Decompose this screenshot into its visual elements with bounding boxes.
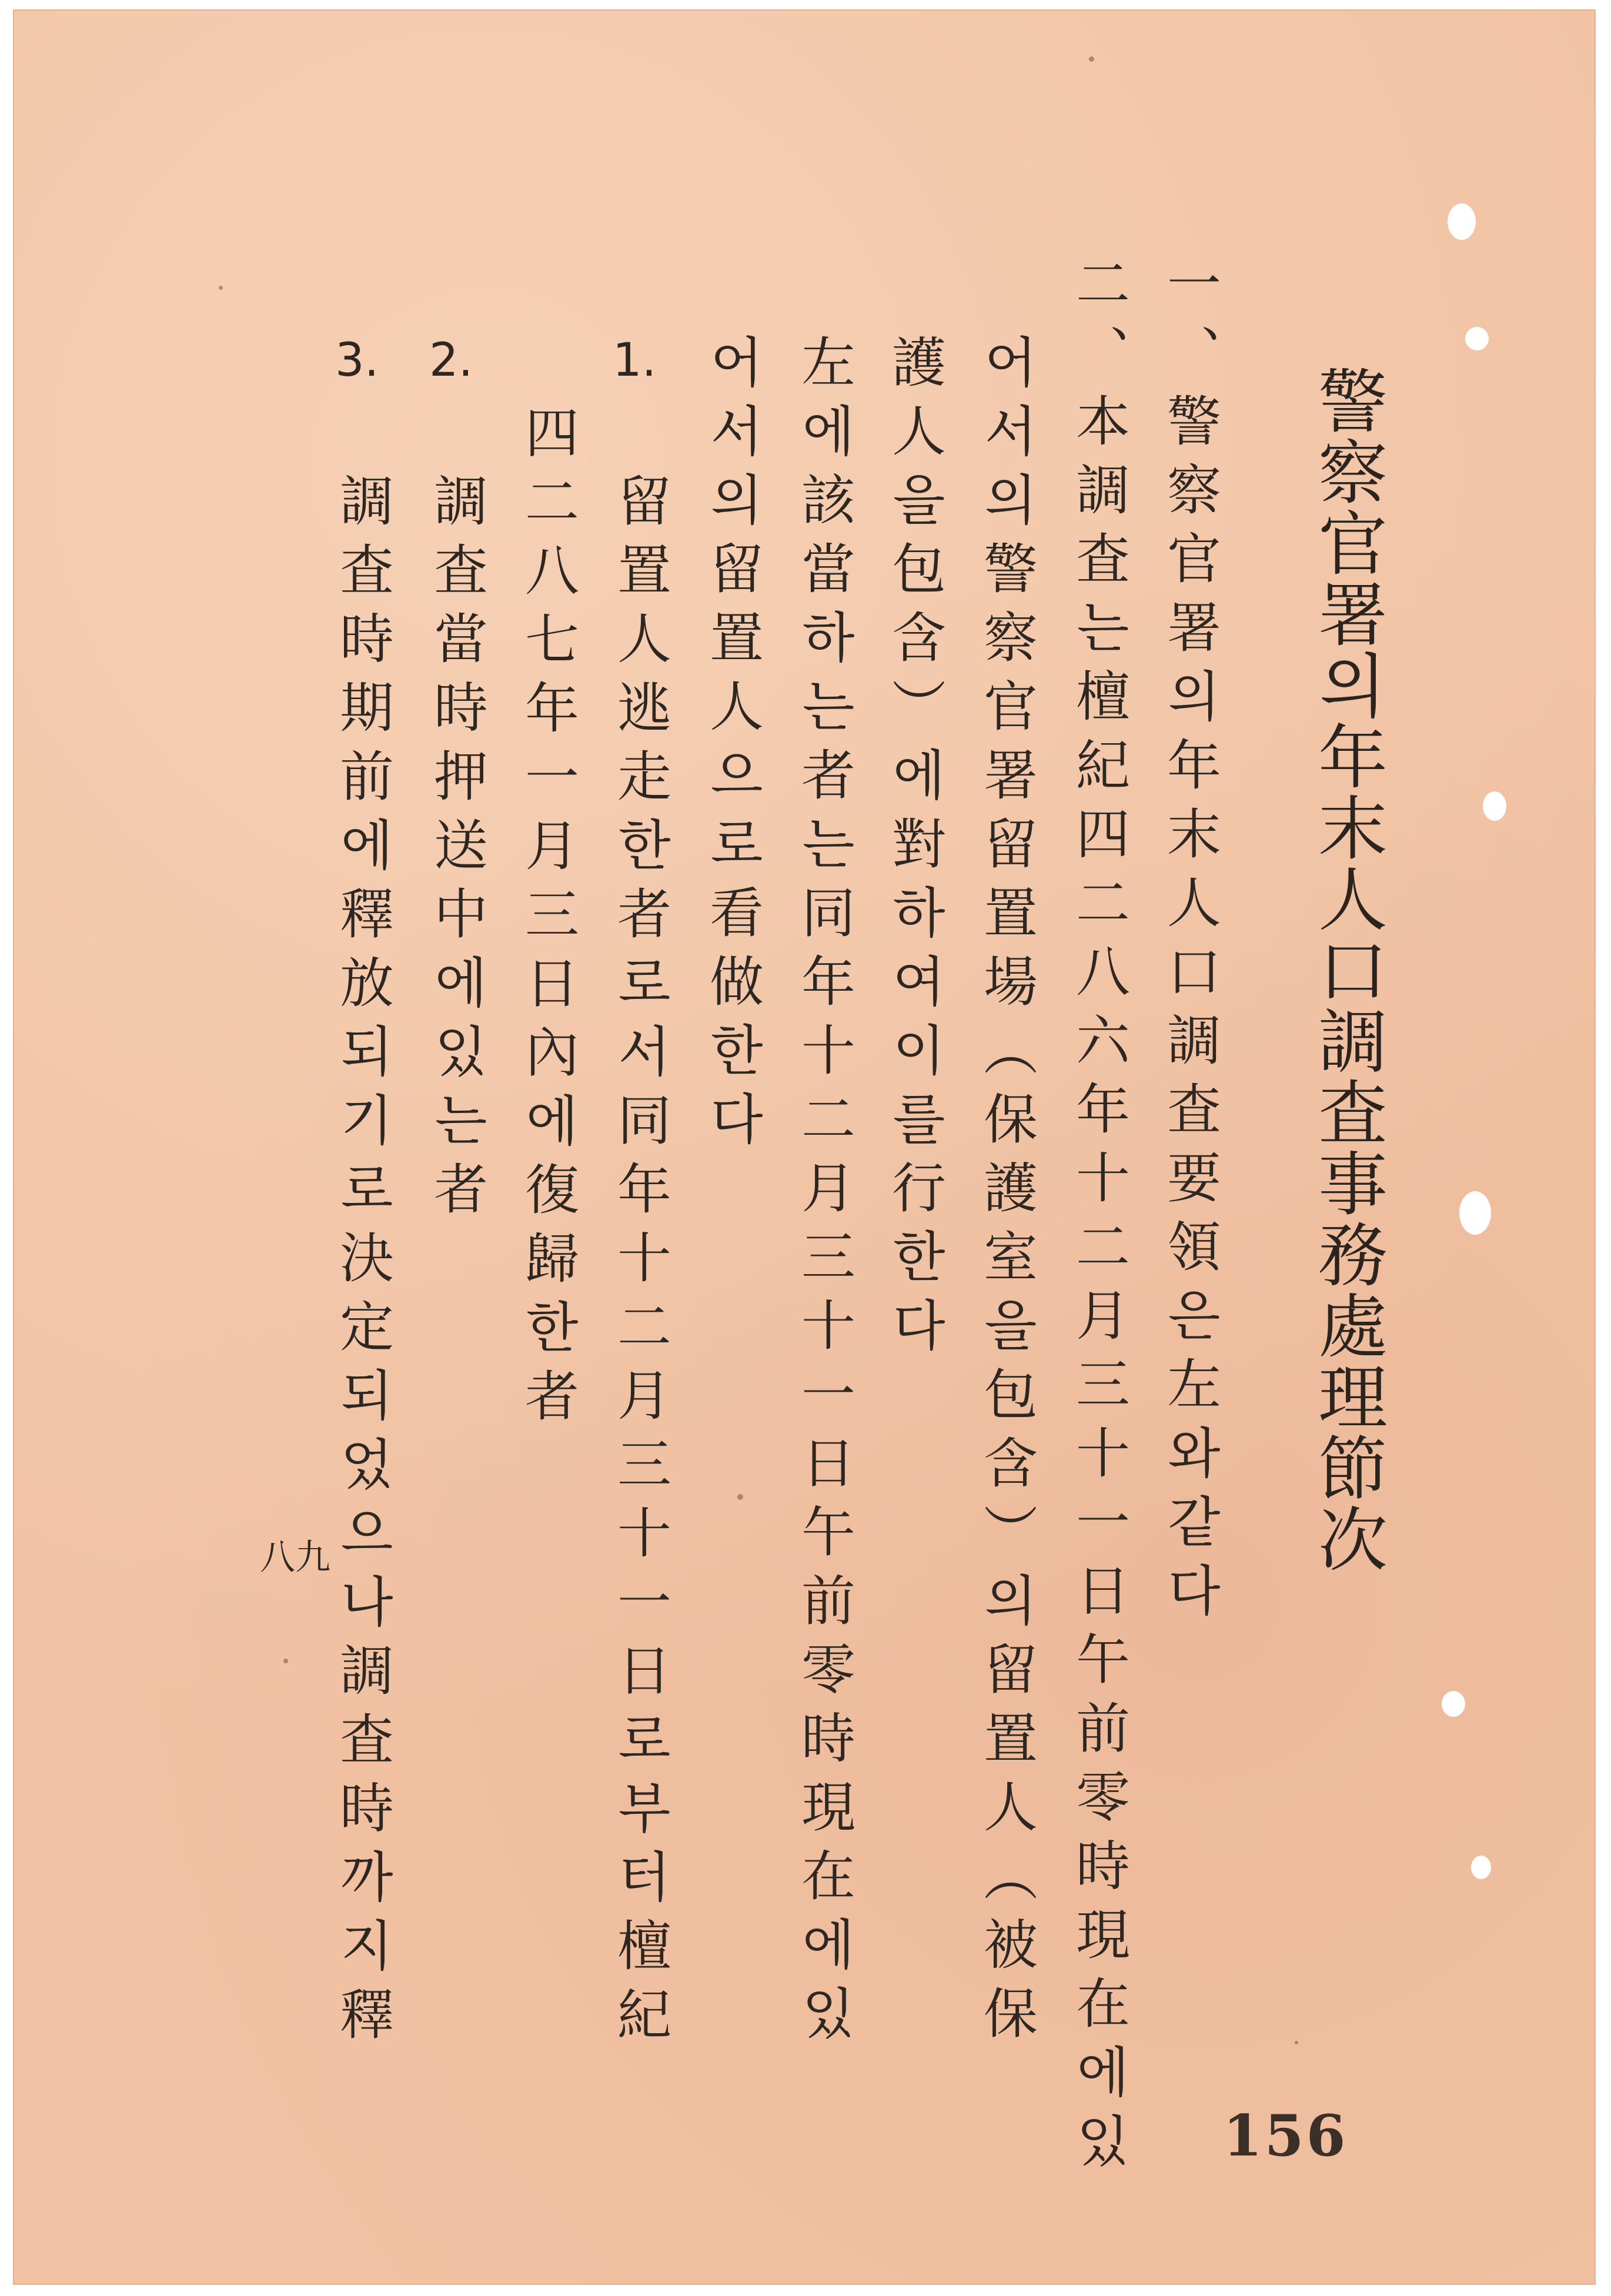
text-column-6: 어서의留置人으로看做한다: [701, 334, 764, 1159]
text-column-8: 四二八七年一月三日內에復歸한者: [516, 405, 579, 1436]
speck: [737, 1494, 743, 1500]
punch-hole: [1483, 791, 1506, 821]
punch-hole: [1471, 1856, 1491, 1879]
speck: [219, 286, 223, 290]
text-column-7: 留置人逃走한者로서同年十二月三十一日로부터檀紀: [609, 473, 671, 2055]
margin-note: 八九: [260, 1537, 330, 1578]
text-column-10: 調査時期前에釋放되기로決定되었으나調査時까지釋: [331, 473, 394, 2055]
item-number-1: 1.: [613, 334, 657, 387]
punch-hole: [1459, 1191, 1491, 1235]
text-column-9: 調査當時押送中에있는者: [425, 473, 488, 1229]
punch-hole: [1442, 1691, 1465, 1717]
text-column-1: 一、警察官署의年末人口調査要領은左와같다: [1158, 255, 1221, 1631]
text-column-3: 어서의警察官署留置場（保護室을包含）의留置人（被保: [975, 334, 1038, 2054]
document-title: 警察官署의年末人口調査事務處理節次: [1306, 365, 1388, 1575]
item-number-3: 3.: [335, 334, 379, 387]
speck: [1295, 2041, 1298, 2044]
punch-hole: [1465, 327, 1489, 350]
punch-hole: [1448, 203, 1476, 240]
item-number-2: 2.: [429, 334, 473, 387]
text-column-2: 二、本調査는檀紀四二八六年十二月三十一日午前零時現在에있: [1067, 255, 1130, 2181]
speck: [1089, 56, 1094, 62]
text-column-5: 左에該當하는者는同年十二月三十一日午前零時現在에있: [793, 334, 855, 2054]
document-page: [13, 9, 1596, 2285]
text-column-4: 護人을包含）에對하여이를行한다: [883, 334, 946, 1366]
speck: [283, 1659, 288, 1663]
page-number: 156: [1223, 2103, 1348, 2169]
